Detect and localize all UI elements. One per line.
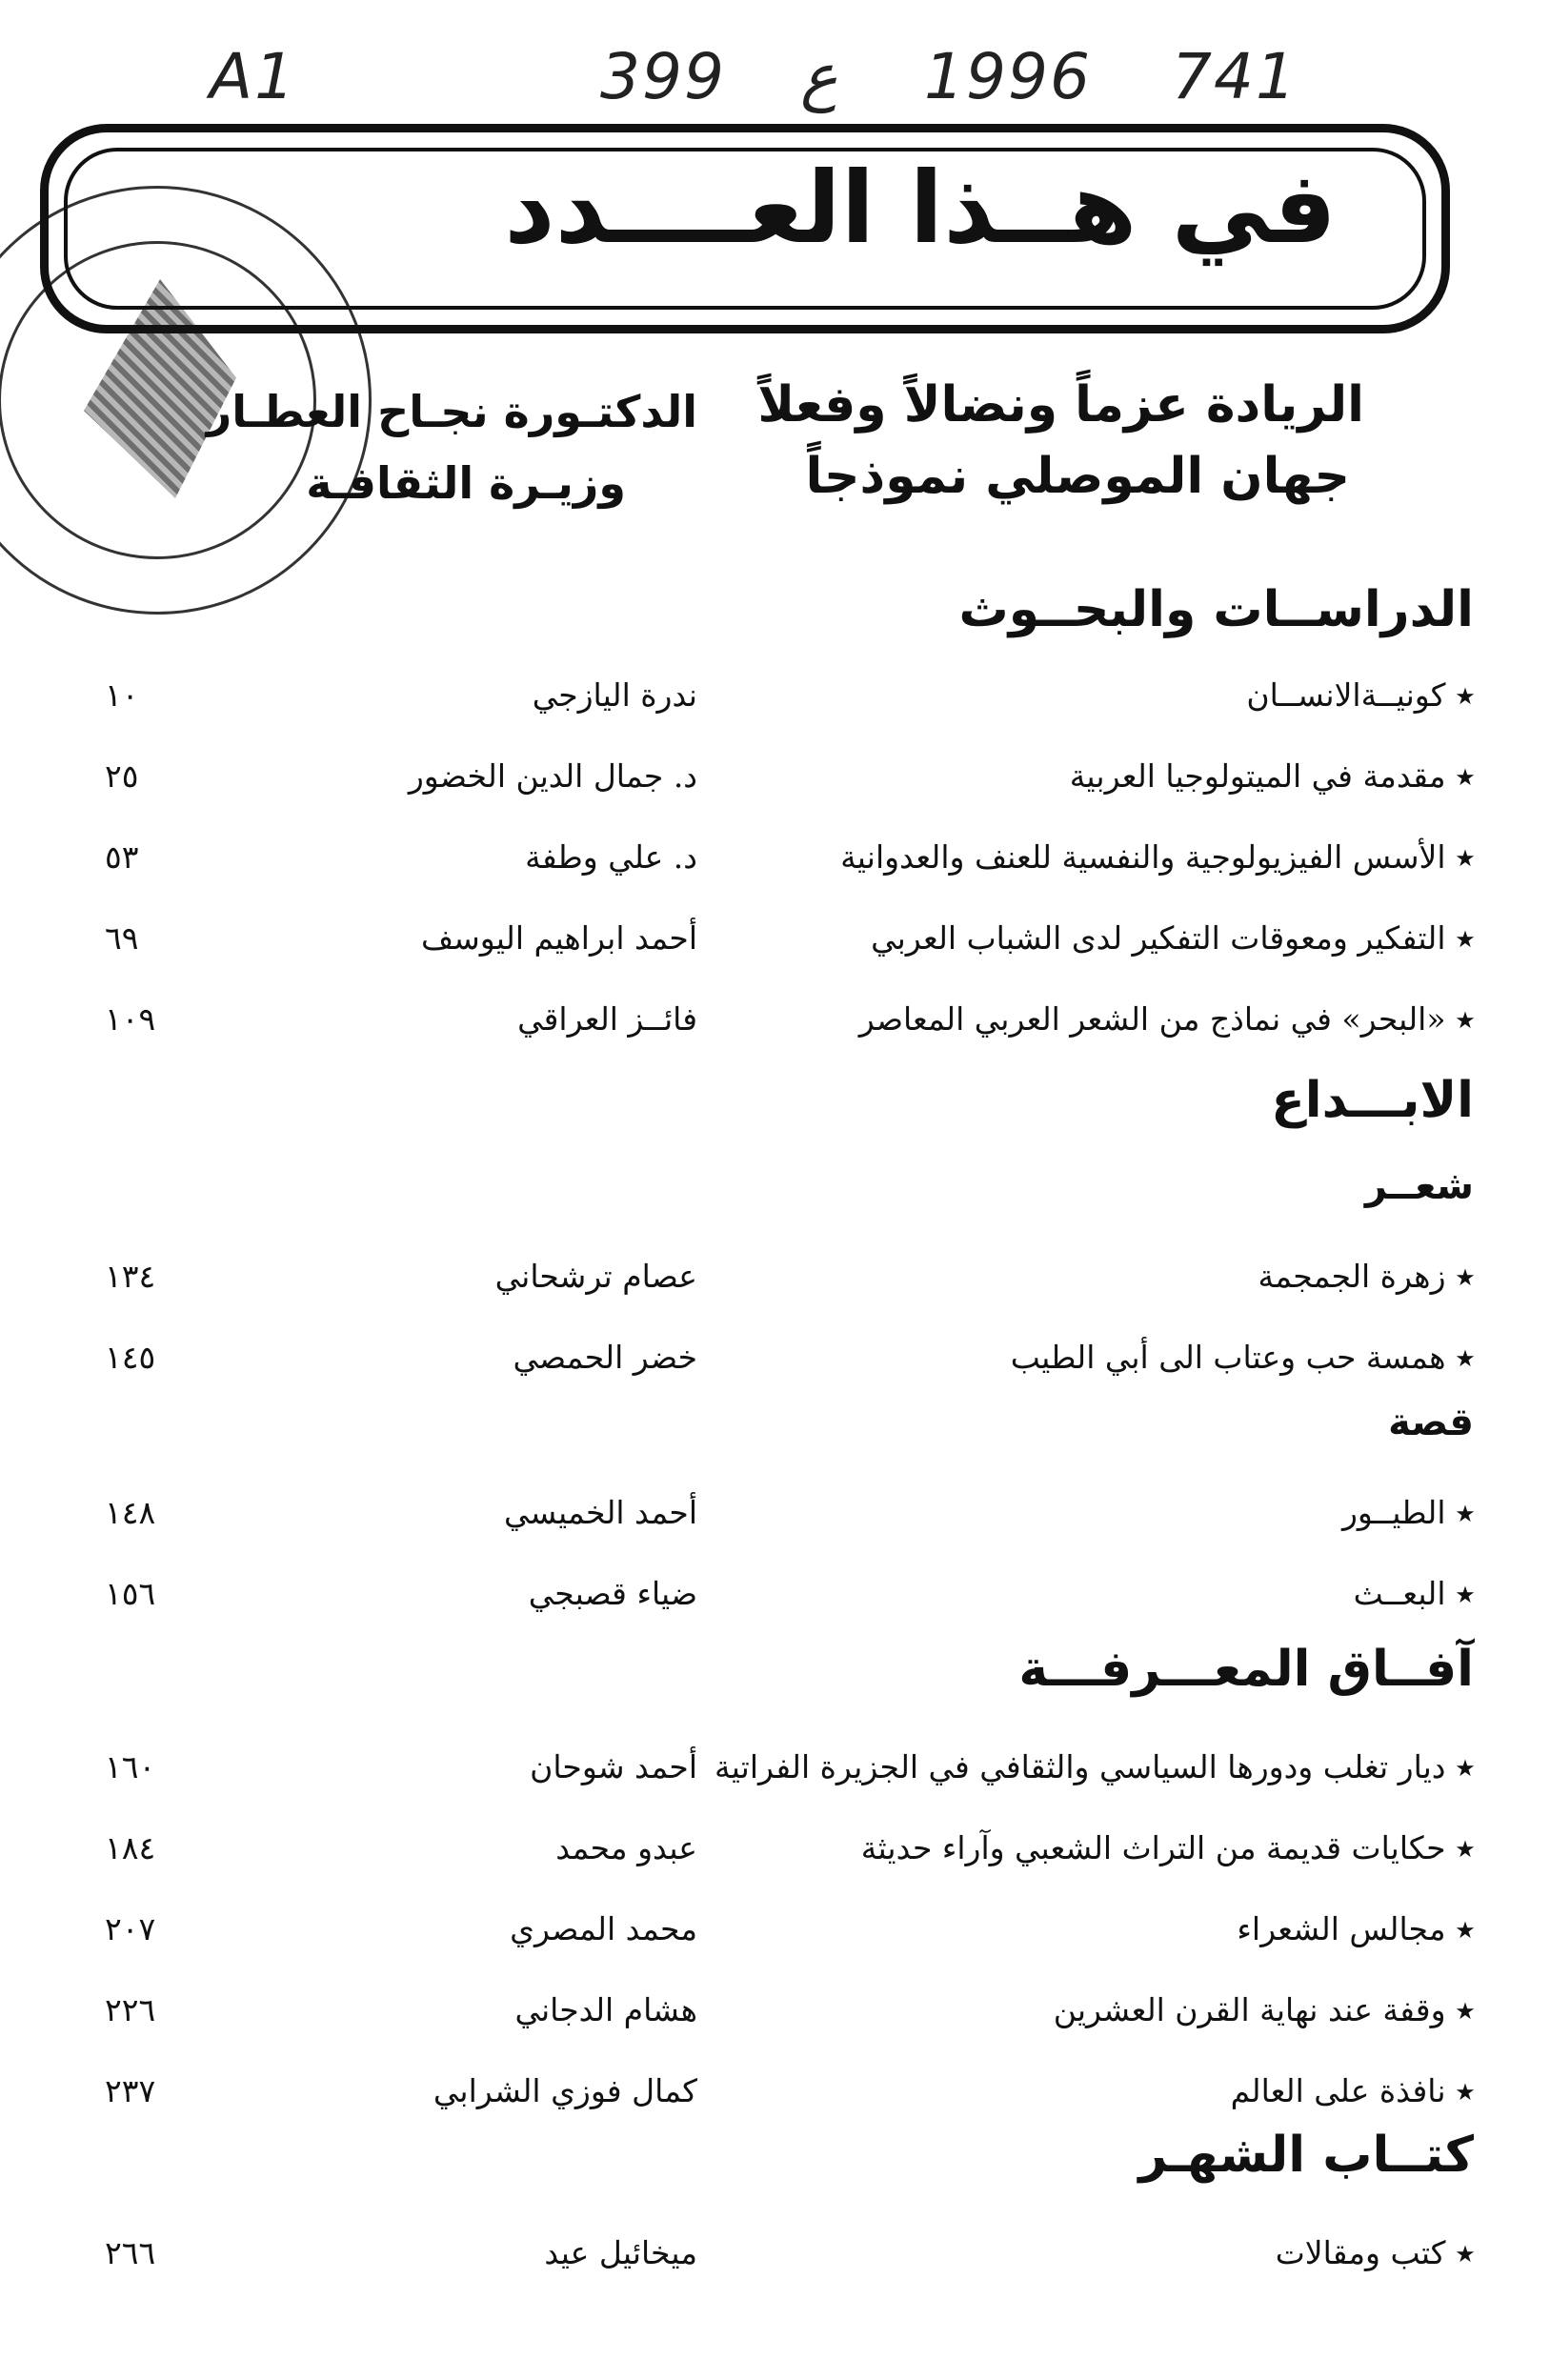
handwritten-letter: ع [800,40,838,113]
handwritten-catalog-note [191,40,1381,126]
handwritten-code: A1 [210,40,297,113]
toc-title: ٭ «البحر» في نماذج من الشعر العربي المعاصر [859,1000,1474,1038]
handwritten-serial: 741 [1172,40,1298,113]
subsection-heading-poetry: شعــر [1364,1164,1474,1208]
title-banner [40,124,1450,333]
toc-author: هشام الدجاني [514,1991,697,2028]
toc-page: ١٤٨ [105,1494,156,1531]
toc-author: ميخائيل عيد [544,2234,697,2271]
toc-author: د. جمال الدين الخضور [408,757,697,795]
toc-page: ٢٦٦ [105,2234,156,2271]
section-heading-creativity: الابـــداع [1271,1072,1474,1129]
toc-author: كمال فوزي الشرابي [433,2072,697,2109]
toc-row [0,1258,1550,1315]
section-heading-studies: الدراســات والبحــوث [958,581,1474,638]
toc-row [0,676,1550,734]
toc-row [0,757,1550,815]
toc-author: أحمد شوحان [530,1748,697,1785]
headline-right-line2: جهان الموصلي نموذجاً [805,448,1350,505]
toc-author: ندرة اليازجي [532,676,697,714]
toc-page: ١٦٠ [105,1748,156,1785]
toc-row [0,2072,1550,2129]
toc-page: ٢٥ [105,757,139,795]
toc-row [0,1829,1550,1886]
toc-title: ٭ الأسس الفيزيولوجية والنفسية للعنف والعدوانية [840,838,1474,876]
toc-title: ٭ نافذة على العالم [1231,2072,1474,2109]
toc-page: ٦٩ [105,919,139,957]
toc-page: ١٤٥ [105,1339,156,1376]
toc-title: ٭ البعــث [1354,1575,1474,1612]
toc-page: ١٨٤ [105,1829,156,1866]
toc-row [0,1748,1550,1805]
toc-author: ضياء قصبجي [528,1575,697,1612]
toc-page: ١٠٩ [105,1000,156,1038]
toc-row [0,1991,1550,2048]
toc-title: ٭ كتب ومقالات [1276,2234,1474,2271]
toc-title: ٭ وقفة عند نهاية القرن العشرين [1054,1991,1474,2028]
banner-title: في هــذا العــــدد [504,150,1337,266]
subsection-heading-story: قصة [1388,1401,1474,1444]
headline-right-line1: الريادة عزماً ونضالاً وفعلاً [757,376,1364,434]
toc-page: ١٥٦ [105,1575,156,1612]
toc-page: ٢٢٦ [105,1991,156,2028]
toc-page: ١٣٤ [105,1258,156,1295]
toc-author: عبدو محمد [555,1829,697,1866]
toc-title: ٭ همسة حب وعتاب الى أبي الطيب [1011,1339,1474,1376]
headline-left-line1: الدكتـورة نجـاح العطـار [206,386,697,437]
toc-row [0,919,1550,977]
toc-author: خضر الحمصي [513,1339,697,1376]
toc-row [0,1910,1550,1967]
toc-author: د. علي وطفة [525,838,697,876]
section-heading-book-of-month: كتــاب الشهـر [1138,2127,1474,2184]
toc-author: أحمد الخميسي [504,1494,697,1531]
toc-title: ٭ مقدمة في الميتولوجيا العربية [1070,757,1474,795]
toc-title: ٭ مجالس الشعراء [1237,1910,1474,1947]
toc-page: ٥٣ [105,838,139,876]
toc-author: عصام ترشحاني [494,1258,697,1295]
toc-row [0,1575,1550,1632]
headline-left-line2: وزيـرة الثقافـة [306,457,626,509]
handwritten-number: 399 [600,40,726,113]
toc-title: ٭ التفكير ومعوقات التفكير لدى الشباب العربي [871,919,1474,957]
toc-title: ٭ الطيــور [1342,1494,1474,1531]
toc-title: ٭ حكايات قديمة من التراث الشعبي وآراء حديثة [861,1829,1474,1866]
toc-page: ٢٣٧ [105,2072,156,2109]
toc-row [0,1000,1550,1058]
toc-page: ١٠ [105,676,139,714]
toc-page: ٢٠٧ [105,1910,156,1947]
toc-title: ٭ ديار تغلب ودورها السياسي والثقافي في الجزيرة الفراتية [715,1748,1474,1785]
toc-author: محمد المصري [510,1910,697,1947]
toc-author: أحمد ابراهيم اليوسف [420,919,697,957]
handwritten-year: 1996 [924,40,1092,113]
toc-row [0,1494,1550,1551]
toc-title: ٭ كونيــةالانســان [1246,676,1474,714]
section-heading-knowledge: آفــاق المعـــرفـــة [1018,1641,1474,1698]
toc-row [0,2234,1550,2291]
toc-author: فائــز العراقي [517,1000,697,1038]
toc-row [0,1339,1550,1396]
toc-title: ٭ زهرة الجمجمة [1258,1258,1475,1295]
toc-row [0,838,1550,896]
